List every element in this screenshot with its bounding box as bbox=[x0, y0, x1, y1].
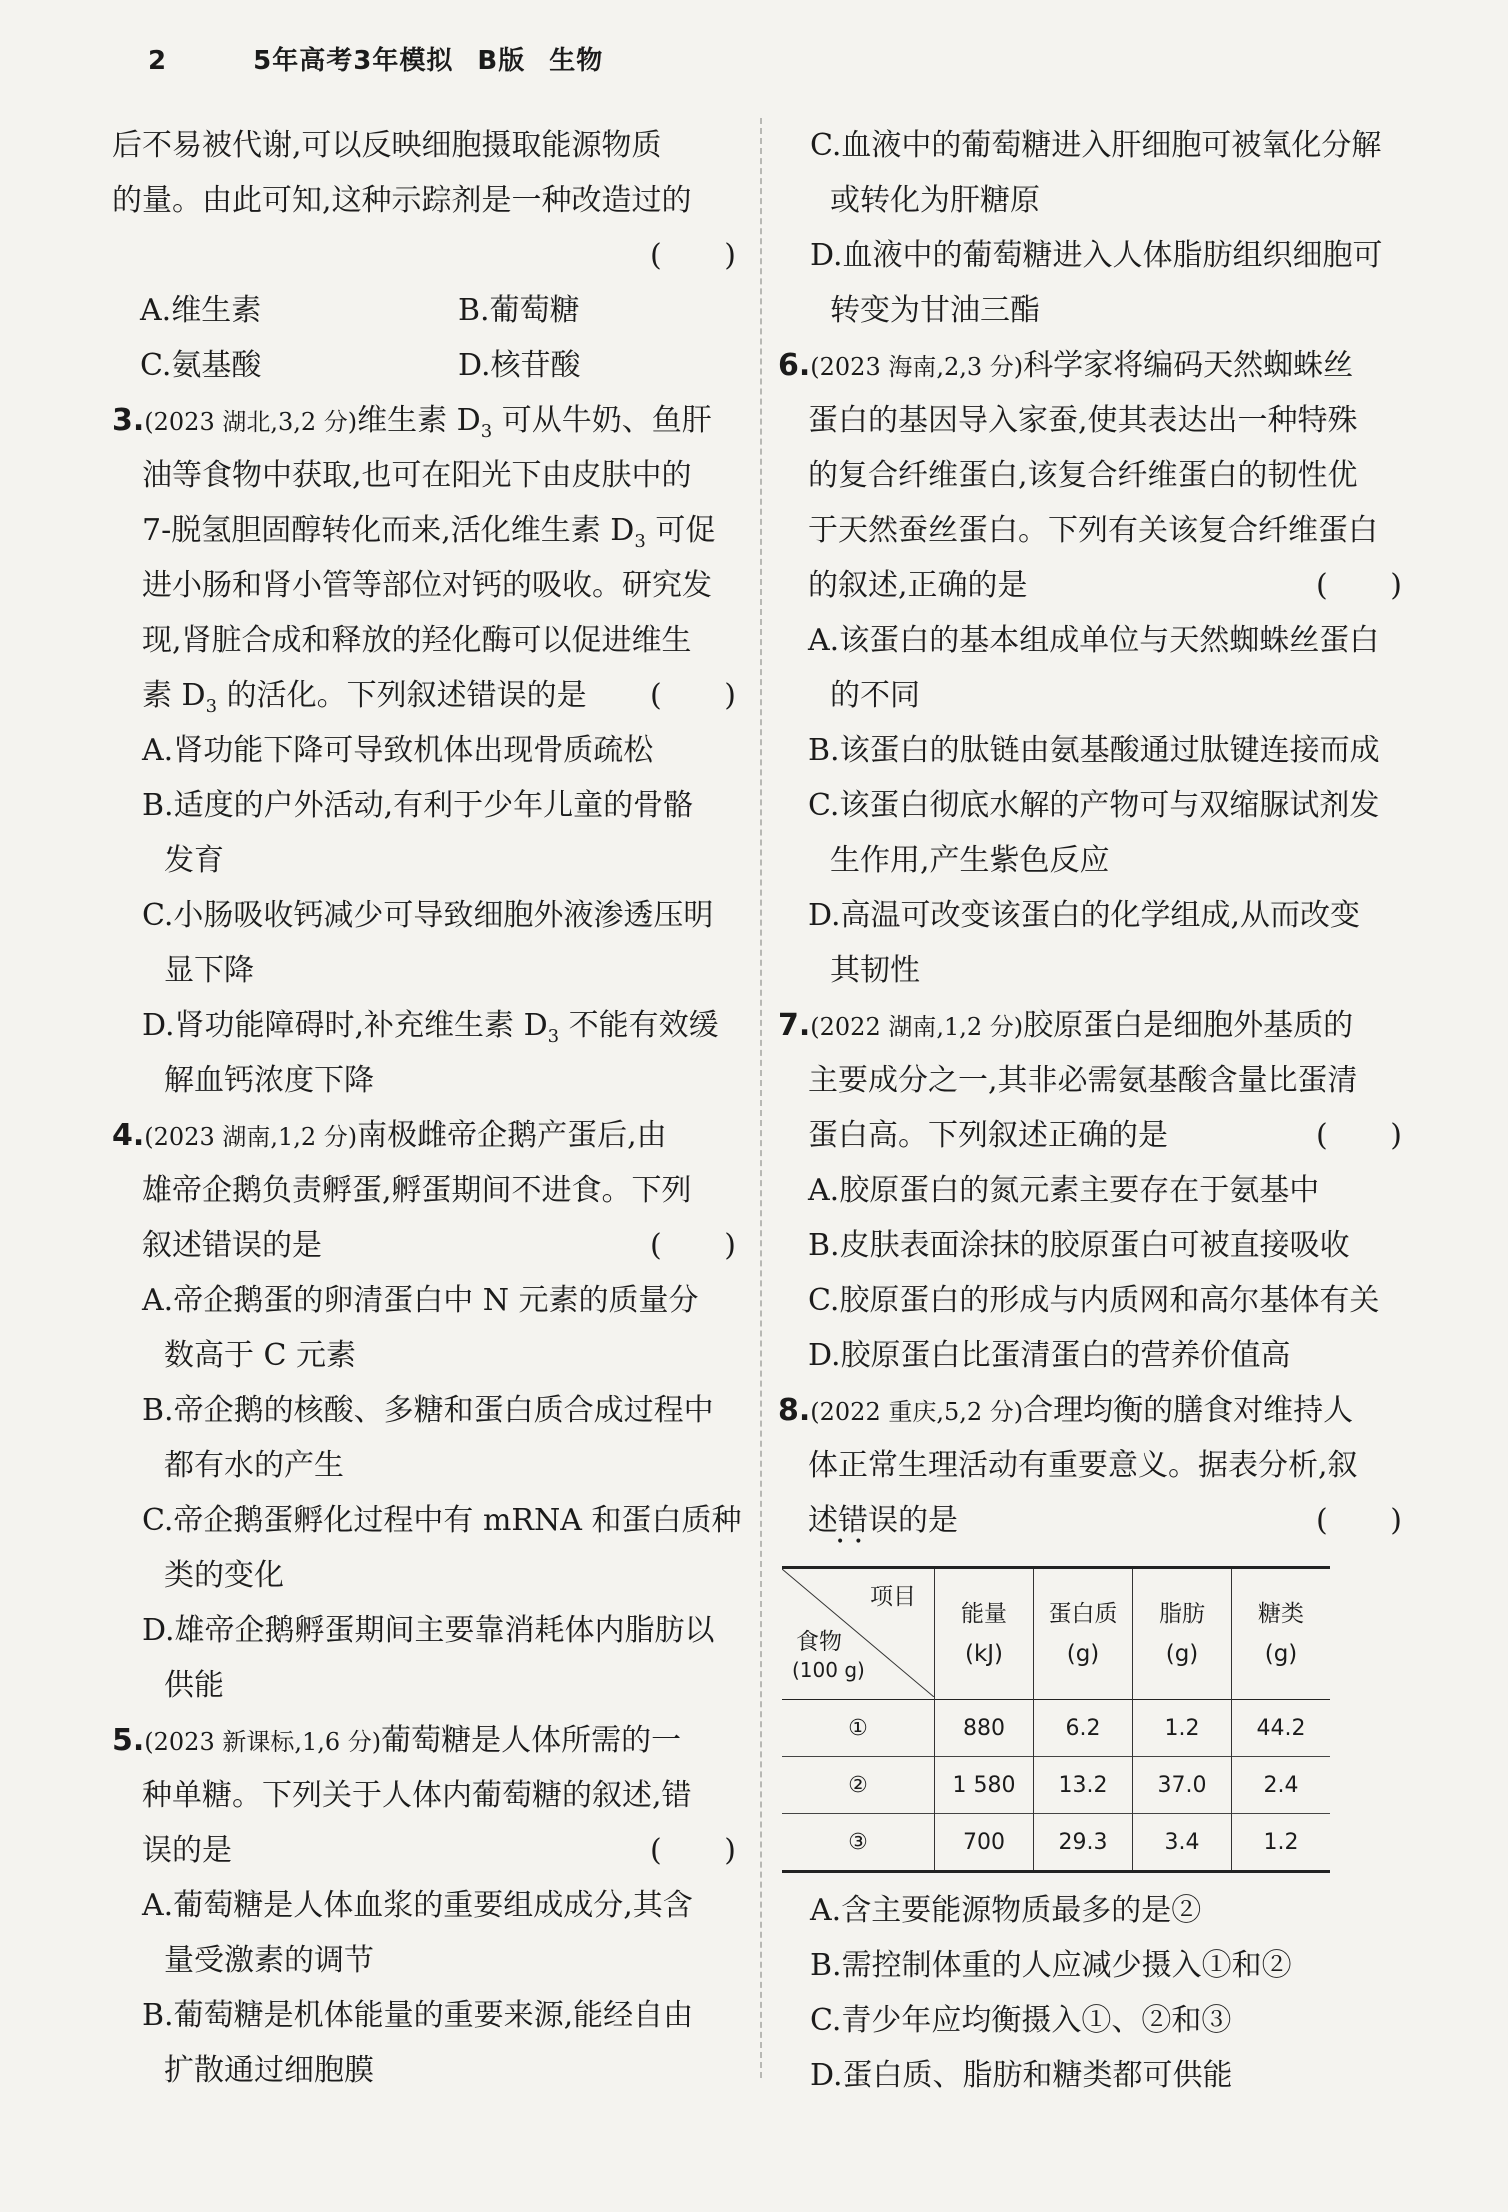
table-header-energy: 能量 (kJ) bbox=[935, 1568, 1034, 1700]
option-d: D.胶原蛋白比蛋清蛋白的营养价值高 bbox=[808, 1338, 1291, 1373]
right-column bbox=[778, 118, 1408, 2103]
question-stem-line: 4.(2023 湖南,1,2 分)南极雌帝企鹅产蛋后,由 bbox=[112, 1118, 667, 1153]
option-c: C.氨基酸 bbox=[140, 348, 262, 383]
question-stem-line: 6.(2023 海南,2,3 分)科学家将编码天然蜘蛛丝 bbox=[778, 348, 1354, 383]
option-a: A.含主要能源物质最多的是② bbox=[810, 1893, 1202, 1928]
option-c-cont: 显下降 bbox=[164, 953, 254, 988]
option-d: D.雄帝企鹅孵蛋期间主要靠消耗体内脂肪以 bbox=[142, 1613, 715, 1648]
question-text-line: 雄帝企鹅负责孵蛋,孵蛋期间不进食。下列 bbox=[142, 1173, 692, 1208]
answer-blank: ( ) bbox=[1316, 1503, 1402, 1538]
question-number: 3. bbox=[112, 403, 145, 438]
nutrition-table bbox=[782, 1566, 1330, 1873]
question-source: (2023 湖北,3,2 分) bbox=[144, 408, 358, 436]
page-header bbox=[148, 40, 603, 77]
option-a: A.葡萄糖是人体血浆的重要组成成分,其含 bbox=[142, 1888, 693, 1923]
corner-unit-label: (100 g) bbox=[792, 1658, 865, 1682]
option-d: D.高温可改变该蛋白的化学组成,从而改变 bbox=[808, 898, 1361, 933]
table-header-sugar: 糖类 (g) bbox=[1232, 1568, 1331, 1700]
emphasis-dots: •• bbox=[836, 1534, 873, 1550]
table-corner-cell bbox=[782, 1568, 935, 1700]
question-text-line: 后不易被代谢,可以反映细胞摄取能源物质 bbox=[112, 128, 662, 163]
table-cell: 13.2 bbox=[1034, 1757, 1133, 1814]
question-number: 4. bbox=[112, 1118, 145, 1153]
question-5 bbox=[112, 1713, 742, 2098]
question-text-line: 主要成分之一,其非必需氨基酸含量比蛋清 bbox=[808, 1063, 1358, 1098]
question-text-line: 种单糖。下列关于人体内葡萄糖的叙述,错 bbox=[142, 1778, 692, 1813]
question-text-line: 述错误的是 •• ( ) bbox=[778, 1493, 1408, 1548]
option-a-cont: 量受激素的调节 bbox=[164, 1943, 374, 1978]
answer-blank-line bbox=[112, 228, 742, 283]
question-text-line: 素 $D_3$ 的活化。下列叙述错误的是 ( ) bbox=[112, 668, 742, 723]
question-4 bbox=[112, 1108, 742, 1713]
book-title: 5年高考3年模拟 bbox=[253, 46, 454, 76]
corner-food-label: 食物 bbox=[796, 1629, 842, 1655]
option-a: A.该蛋白的基本组成单位与天然蜘蛛丝蛋白 bbox=[808, 623, 1380, 658]
question-source: (2023 湖南,1,2 分) bbox=[144, 1123, 358, 1151]
question-3 bbox=[112, 393, 742, 1108]
question-text-line: 进小肠和肾小管等部位对钙的吸收。研究发 bbox=[142, 568, 712, 603]
option-c-cont: 或转化为肝糖原 bbox=[830, 183, 1040, 218]
table-cell: ② bbox=[848, 1772, 868, 1798]
edition-label: B版 bbox=[477, 46, 526, 76]
table-cell: 44.2 bbox=[1232, 1700, 1331, 1757]
option-d-cont: 转变为甘油三酯 bbox=[830, 293, 1040, 328]
table-cell: 2.4 bbox=[1232, 1757, 1331, 1814]
question-source: (2022 湖南,1,2 分) bbox=[810, 1013, 1024, 1041]
table-cell: 700 bbox=[935, 1814, 1034, 1872]
question-5-continued bbox=[778, 118, 1408, 338]
option-a-cont: 的不同 bbox=[830, 678, 920, 713]
question-source: (2023 海南,2,3 分) bbox=[810, 353, 1024, 381]
column-divider bbox=[760, 118, 762, 2078]
table-row bbox=[782, 1814, 1330, 1872]
question-number: 5. bbox=[112, 1723, 145, 1758]
table-row bbox=[782, 1700, 1330, 1757]
option-d: D.核苷酸 bbox=[458, 348, 581, 383]
question-text-line: 蛋白的基因导入家蚕,使其表达出一种特殊 bbox=[808, 403, 1358, 438]
options-row bbox=[112, 338, 742, 393]
option-c: C.血液中的葡萄糖进入肝细胞可被氧化分解 bbox=[810, 128, 1382, 163]
question-text-line: 的叙述,正确的是 ( ) bbox=[778, 558, 1408, 613]
question-text-line: 现,肾脏合成和释放的羟化酶可以促进维生 bbox=[142, 623, 692, 658]
options-row bbox=[112, 283, 742, 338]
table-cell: 1.2 bbox=[1232, 1814, 1331, 1872]
option-b: B.帝企鹅的核酸、多糖和蛋白质合成过程中 bbox=[142, 1393, 714, 1428]
question-stem-line: 3.(2023 湖北,3,2 分)维生素 $D_3$ 可从牛奶、鱼肝 bbox=[112, 403, 712, 442]
question-text-line: 误的是 ( ) bbox=[112, 1823, 742, 1878]
option-b: B.葡萄糖 bbox=[458, 293, 580, 328]
option-c: C.该蛋白彻底水解的产物可与双缩脲试剂发 bbox=[808, 788, 1380, 823]
question-number: 7. bbox=[778, 1008, 811, 1043]
option-b: B.皮肤表面涂抹的胶原蛋白可被直接吸收 bbox=[808, 1228, 1350, 1263]
table-header-fat: 脂肪 (g) bbox=[1133, 1568, 1232, 1700]
option-b-cont: 发育 bbox=[164, 843, 224, 878]
answer-blank: ( ) bbox=[650, 238, 736, 273]
question-text-line: 的量。由此可知,这种示踪剂是一种改造过的 bbox=[112, 183, 692, 218]
question-text-line: 蛋白高。下列叙述正确的是 ( ) bbox=[778, 1108, 1408, 1163]
question-number: 6. bbox=[778, 348, 811, 383]
table-header-protein: 蛋白质 (g) bbox=[1034, 1568, 1133, 1700]
option-b: B.需控制体重的人应减少摄入①和② bbox=[810, 1948, 1292, 1983]
option-d-cont: 解血钙浓度下降 bbox=[164, 1063, 374, 1098]
table-cell: 3.4 bbox=[1133, 1814, 1232, 1872]
question-number: 8. bbox=[778, 1393, 811, 1428]
question-text-line: 油等食物中获取,也可在阳光下由皮肤中的 bbox=[142, 458, 692, 493]
option-d: D.肾功能障碍时,补充维生素 $D_3$ 不能有效缓 bbox=[142, 1008, 719, 1047]
question-7 bbox=[778, 998, 1408, 1383]
corner-item-label: 项目 bbox=[870, 1584, 916, 1610]
question-text-line: 叙述错误的是 ( ) bbox=[112, 1218, 742, 1273]
question-stem-line: 8.(2022 重庆,5,2 分)合理均衡的膳食对维持人 bbox=[778, 1393, 1354, 1428]
option-d-cont: 其韧性 bbox=[830, 953, 920, 988]
table-cell: ① bbox=[848, 1715, 868, 1741]
option-c-cont: 类的变化 bbox=[164, 1558, 284, 1593]
table-cell: 29.3 bbox=[1034, 1814, 1133, 1872]
option-a: A.胶原蛋白的氮元素主要存在于氨基中 bbox=[808, 1173, 1320, 1208]
question-stem-line: 5.(2023 新课标,1,6 分)葡萄糖是人体所需的一 bbox=[112, 1723, 682, 1758]
option-b-cont: 扩散通过细胞膜 bbox=[164, 2053, 374, 2088]
table-cell: 1 580 bbox=[935, 1757, 1034, 1814]
option-b: B.该蛋白的肽链由氨基酸通过肽键连接而成 bbox=[808, 733, 1380, 768]
question-8 bbox=[778, 1383, 1408, 2103]
option-a: A.维生素 bbox=[140, 293, 262, 328]
option-b-cont: 都有水的产生 bbox=[164, 1448, 344, 1483]
left-column bbox=[112, 118, 742, 2098]
question-6 bbox=[778, 338, 1408, 998]
answer-blank: ( ) bbox=[650, 1228, 736, 1263]
table-cell: 37.0 bbox=[1133, 1757, 1232, 1814]
question-text-line: 7-脱氢胆固醇转化而来,活化维生素 $D_3$ 可促 bbox=[142, 513, 716, 552]
table-row bbox=[782, 1757, 1330, 1814]
option-a-cont: 数高于 C 元素 bbox=[164, 1338, 357, 1373]
question-source: (2022 重庆,5,2 分) bbox=[810, 1398, 1024, 1426]
page-number: 2 bbox=[148, 46, 168, 76]
option-b: B.适度的户外活动,有利于少年儿童的骨骼 bbox=[142, 788, 694, 823]
answer-blank: ( ) bbox=[650, 678, 736, 713]
question-text-line: 体正常生理活动有重要意义。据表分析,叙 bbox=[808, 1448, 1358, 1483]
option-a: A.肾功能下降可导致机体出现骨质疏松 bbox=[142, 733, 654, 768]
question-text-line: 于天然蚕丝蛋白。下列有关该复合纤维蛋白 bbox=[808, 513, 1378, 548]
option-d: D.蛋白质、脂肪和糖类都可供能 bbox=[810, 2058, 1233, 2093]
option-c-cont: 生作用,产生紫色反应 bbox=[830, 843, 1110, 878]
table-cell: 1.2 bbox=[1133, 1700, 1232, 1757]
option-c: C.胶原蛋白的形成与内质网和高尔基体有关 bbox=[808, 1283, 1380, 1318]
option-c: C.帝企鹅蛋孵化过程中有 mRNA 和蛋白质种 bbox=[142, 1503, 742, 1538]
table-cell: 6.2 bbox=[1034, 1700, 1133, 1757]
question-2-continued bbox=[112, 118, 742, 393]
answer-blank: ( ) bbox=[650, 1833, 736, 1868]
answer-blank: ( ) bbox=[1316, 568, 1402, 603]
answer-blank: ( ) bbox=[1316, 1118, 1402, 1153]
option-a: A.帝企鹅蛋的卵清蛋白中 N 元素的质量分 bbox=[142, 1283, 699, 1318]
question-source: (2023 新课标,1,6 分) bbox=[144, 1728, 382, 1756]
subject-label: 生物 bbox=[549, 46, 604, 76]
option-c: C.青少年应均衡摄入①、②和③ bbox=[810, 2003, 1232, 2038]
table-cell: ③ bbox=[848, 1829, 868, 1855]
option-d-cont: 供能 bbox=[164, 1668, 224, 1703]
question-text-line: 的复合纤维蛋白,该复合纤维蛋白的韧性优 bbox=[808, 458, 1358, 493]
option-c: C.小肠吸收钙减少可导致细胞外液渗透压明 bbox=[142, 898, 714, 933]
option-d: D.血液中的葡萄糖进入人体脂肪组织细胞可 bbox=[810, 238, 1383, 273]
table-cell: 880 bbox=[935, 1700, 1034, 1757]
question-stem-line: 7.(2022 湖南,1,2 分)胶原蛋白是细胞外基质的 bbox=[778, 1008, 1354, 1043]
option-b: B.葡萄糖是机体能量的重要来源,能经自由 bbox=[142, 1998, 694, 2033]
